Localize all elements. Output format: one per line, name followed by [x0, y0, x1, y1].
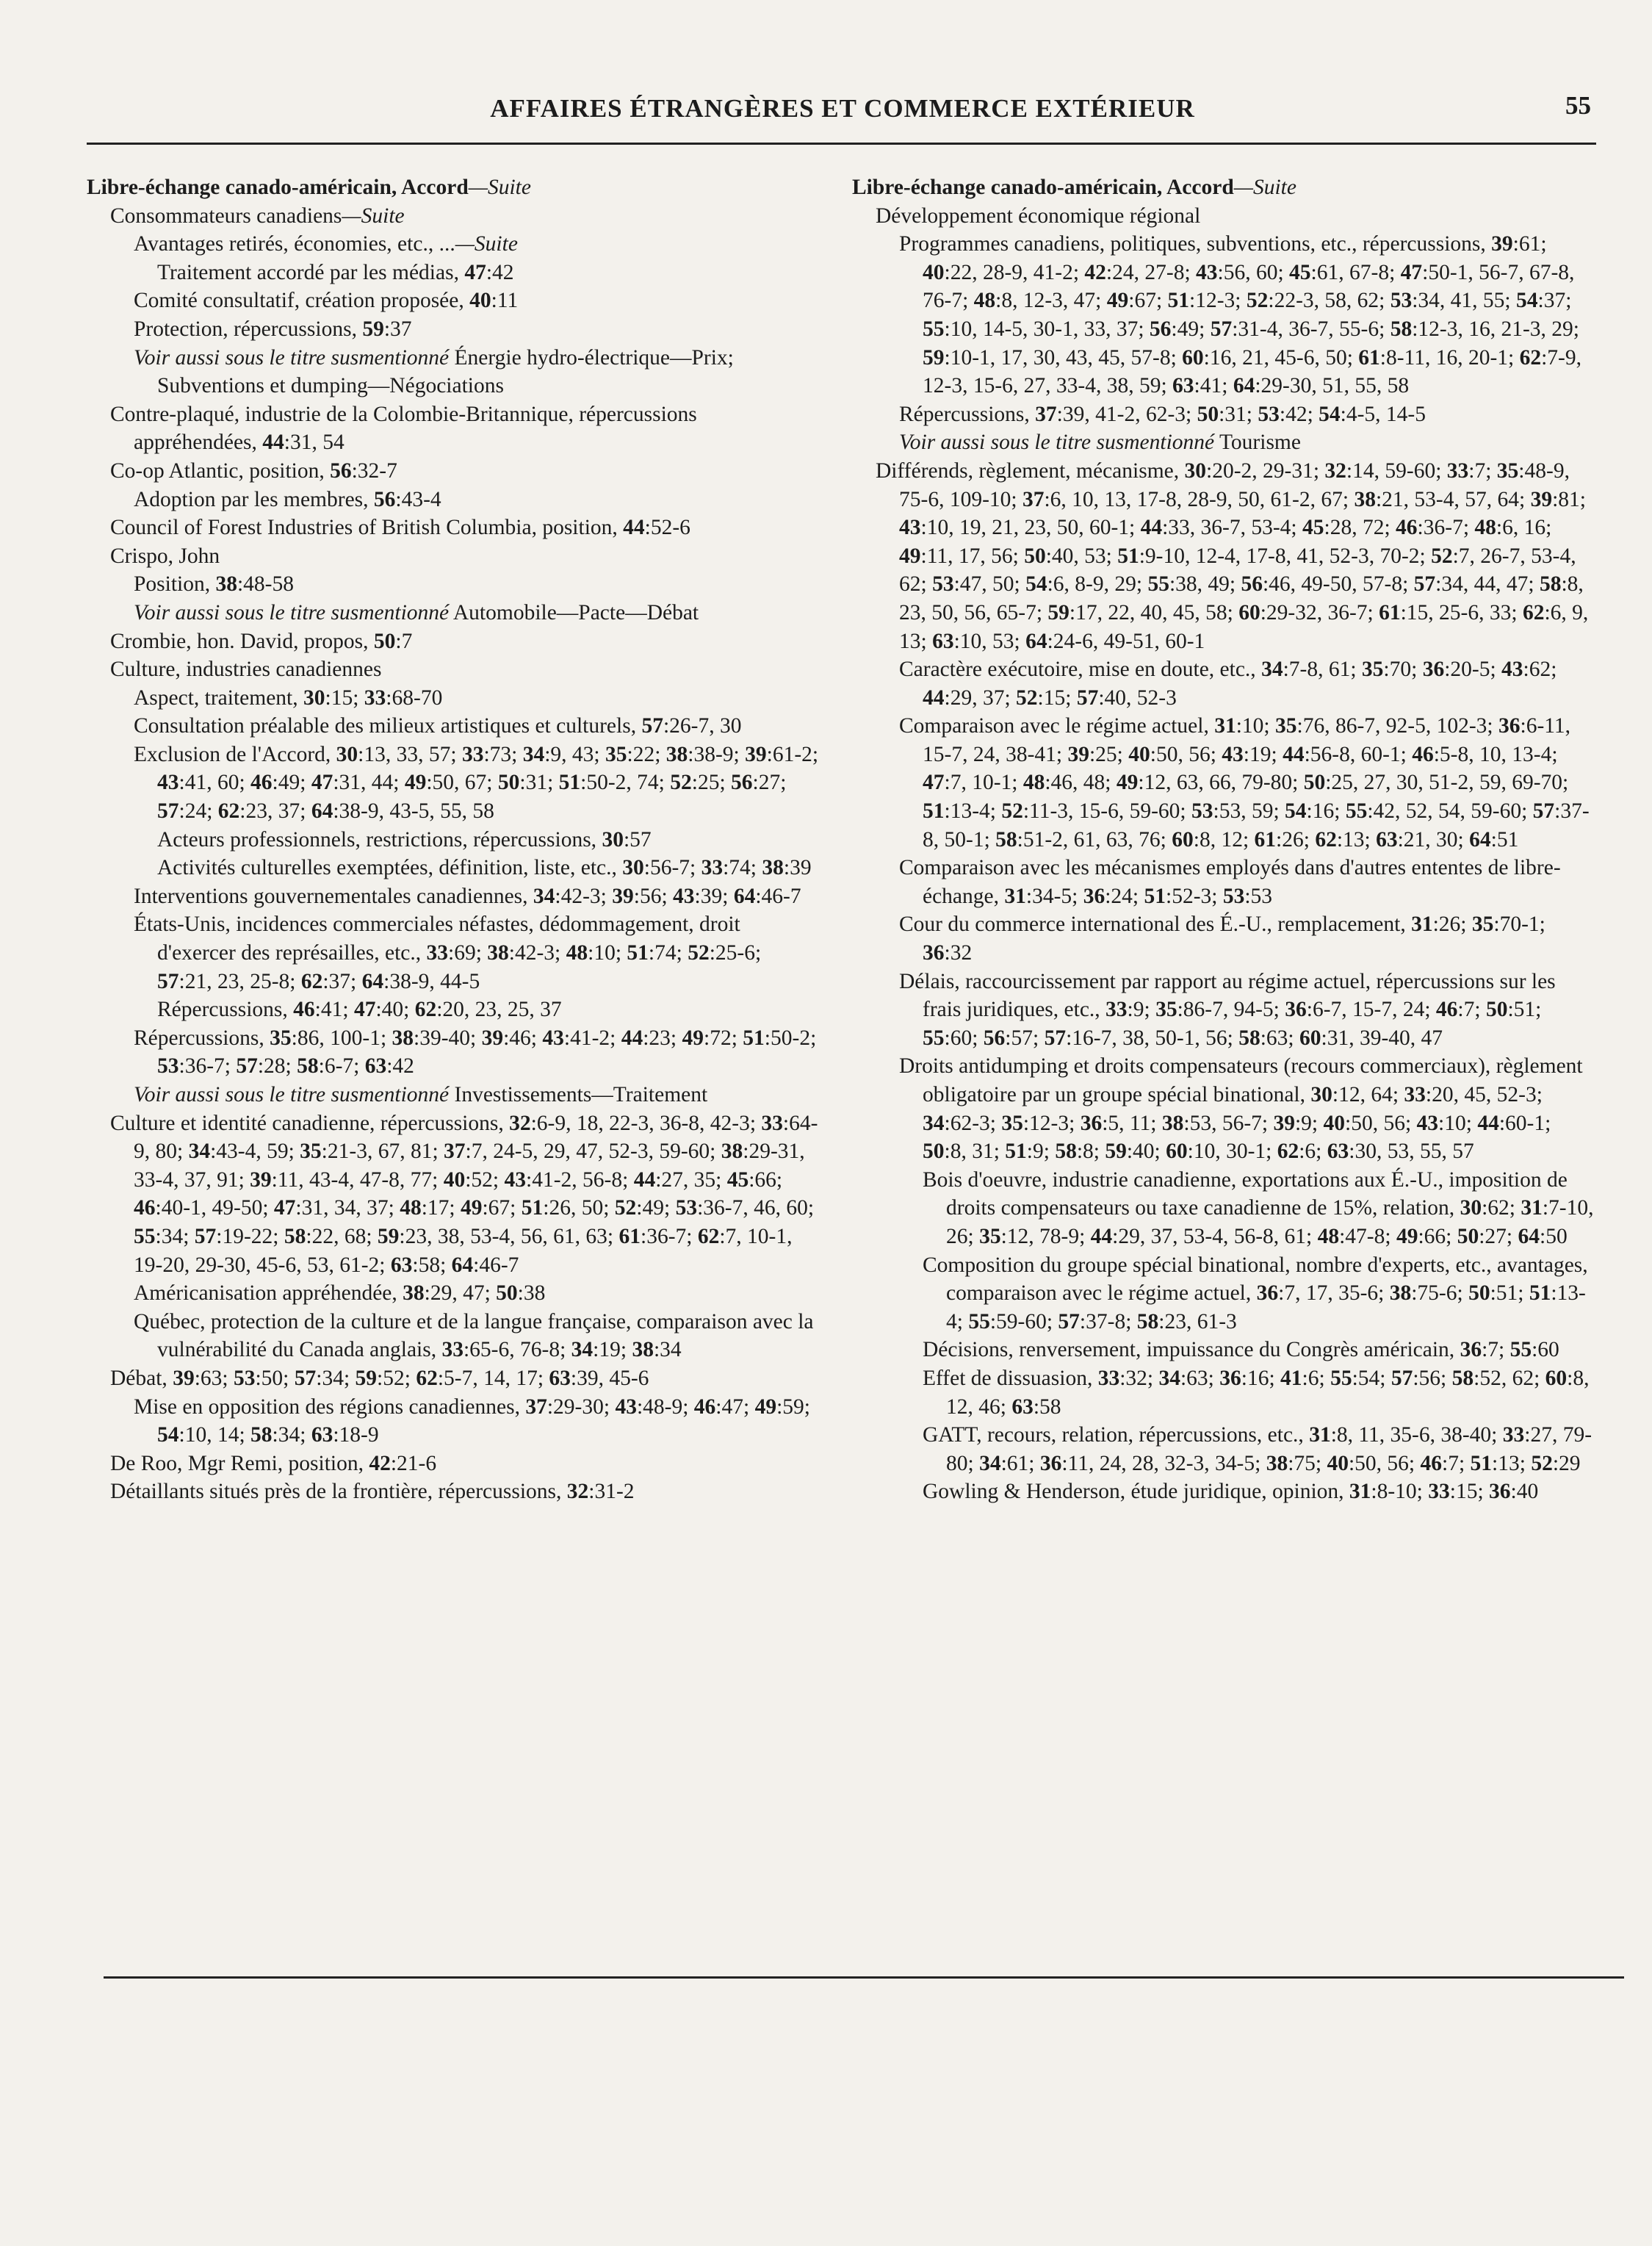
entry-text: Répercussions, [899, 402, 1036, 426]
entry-text: Américanisation appréhendée, [134, 1281, 403, 1306]
index-column-left [87, 173, 821, 1506]
entry-text: Investissements—Traitement [454, 1083, 708, 1106]
index-entry [134, 570, 821, 599]
entry-text: Crispo, John [110, 544, 220, 568]
page-references: 44:31, 54 [262, 431, 345, 455]
index-entry [134, 287, 821, 315]
page-references: 30:15; 33:68-70 [303, 685, 443, 710]
page-references: 30:62; 31:7-10, 26; 35:12, 78-9; 44:29, 37, 53-4, 56-8, 61; 48:47-8; 49:66; 50:27; 64:50 [946, 1196, 1594, 1248]
page-references: 35:86, 100-1; 38:39-40; 39:46; 43:41-2; 44:23; 49:72; 51:50-2; 53:36-7; 57:28; 58:6-7; 63:42 [157, 1026, 817, 1079]
page-references: 36:7, 17, 35-6; 38:75-6; 50:51; 51:13-4; 55:59-60; 57:37-8; 58:23, 61-3 [946, 1281, 1586, 1333]
entry-text: Tourisme [1219, 431, 1301, 455]
entry-text: Culture, industries canadiennes [110, 658, 382, 682]
entry-text: Acteurs professionnels, restrictions, répercussions, [157, 827, 602, 852]
index-entry [157, 826, 821, 854]
entry-text: Aspect, traitement, [134, 685, 304, 710]
index-entry [134, 486, 821, 514]
index-entry [876, 457, 1594, 655]
page-references: 32:31-2 [566, 1480, 635, 1504]
page-references: 31:8-10; 33:15; 36:40 [1349, 1480, 1539, 1504]
index-entry [134, 1393, 821, 1450]
page-references: 44:52-6 [623, 516, 690, 540]
index-entry [899, 1052, 1594, 1165]
index-entry [134, 1081, 821, 1109]
entry-text: Énergie hydro-électrique—Prix; Subventions et dumping—Négociations [157, 345, 734, 398]
page-references: 33:69; 38:42-3; 48:10; 51:74; 52:25-6; 57:21, 23, 25-8; 62:37; 64:38-9, 44-5 [157, 941, 762, 993]
entry-text: Différends, règlement, mécanisme, [876, 458, 1185, 483]
page-references: 42:21-6 [369, 1451, 437, 1475]
index-entry [852, 173, 1594, 202]
entry-text: Consultation préalable des milieux artistiques et culturels, [134, 714, 642, 738]
entry-text: Adoption par les membres, [134, 487, 374, 511]
index-entry [110, 655, 821, 684]
index-entry [110, 542, 821, 571]
index-entry [899, 428, 1594, 457]
entry-text: Mise en opposition des régions canadiennes, [134, 1394, 526, 1419]
page-references: 39:61; 40:22, 28-9, 41-2; 42:24, 27-8; 43:56, 60; 45:61, 67-8; 47:50-1, 56-7, 67-8, 76-7; 48:8, 12-3, 47; 49:67; 51:12-3; 52:22-3, 58, 62; 53:34, 41, 55; 54:37; 55:10, 14-5, 30-1, 33, 37; 56:49; 57:31-4, 36-7, 55-6; 58:12-3, 16, 21-3, 29; 59:10-1, 17, 30, 43, 45, 57-8; 60:16, 21, 45-6, 50; 61:8-11, 16, 20-1; 62:7-9, 12-3, 15-6, 27, 33-4, 38, 59; 63:41; 64:29-30, 51, 55, 58 [923, 232, 1581, 398]
index-entry [134, 230, 821, 259]
entry-text: Décisions, renversement, impuissance du Congrès américain, [923, 1338, 1460, 1362]
page-references: 37:29-30; 43:48-9; 46:47; 49:59; 54:10, 14; 58:34; 63:18-9 [157, 1394, 810, 1447]
index-entry [157, 259, 821, 287]
index-entry [134, 1279, 821, 1308]
page-references: 31:10; 35:76, 86-7, 92-5, 102-3; 36:6-11, 15-7, 24, 38-41; 39:25; 40:50, 56; 43:19; 44:56-8, 60-1; 46:5-8, 10, 13-4; 47:7, 10-1; 48:46, 48; 49:12, 63, 66, 79-80; 50:25, 27, 30, 51-2, 59, 69-70; 51:13-4; 52:11-3, 15-6, 59-60; 53:53, 59; 54:16; 55:42, 52, 54, 59-60; 57:37-8, 50-1; 58:51-2, 61, 63, 76; 60:8, 12; 61:26; 62:13; 63:21, 30; 64:51 [923, 714, 1590, 852]
index-entry [876, 202, 1594, 231]
entry-text: Québec, protection de la culture et de la langue française, comparaison avec la vulnérabilité du Canada anglais, [134, 1309, 814, 1362]
entry-text: Programmes canadiens, politiques, subventions, etc., répercussions, [899, 232, 1492, 256]
index-entry [923, 1166, 1594, 1251]
index-entry [899, 854, 1594, 910]
continued-suffix: —Suite [455, 232, 518, 256]
index-entry [134, 882, 821, 911]
entry-text: Répercussions, [157, 998, 294, 1022]
index-entry [134, 315, 821, 344]
entry-text: Avantages retirés, économies, etc., ... [134, 232, 455, 256]
entry-text: Effet de dissuasion, [923, 1366, 1098, 1390]
page-references: 30:12, 64; 33:20, 45, 52-3; 34:62-3; 35:12-3; 36:5, 11; 38:53, 56-7; 39:9; 40:50, 56; 43:10; 44:60-1; 50:8, 31; 51:9; 58:8; 59:40; 60:10, 30-1; 62:6; 63:30, 53, 55, 57 [923, 1083, 1551, 1164]
index-entry [134, 599, 821, 627]
page-references: 31:8, 11, 35-6, 38-40; 33:27, 79-80; 34:61; 36:11, 24, 28, 32-3, 34-5; 38:75; 40:50, 56; 46:7; 51:13; 52:29 [946, 1423, 1593, 1475]
index-entry [899, 910, 1594, 967]
entry-text: Gowling & Henderson, étude juridique, opinion, [923, 1480, 1349, 1504]
page-references: 47:42 [464, 260, 514, 284]
index-entry [134, 712, 821, 741]
index-entry [899, 655, 1594, 712]
index-entry [110, 1364, 821, 1393]
page-references: 46:41; 47:40; 62:20, 23, 25, 37 [293, 998, 562, 1022]
page-references: 30:13, 33, 57; 33:73; 34:9, 43; 35:22; 38:38-9; 39:61-2; 43:41, 60; 46:49; 47:31, 44; 49:50, 67; 50:31; 51:50-2, 74; 52:25; 56:27; 57:24; 62:23, 37; 64:38-9, 43-5, 55, 58 [157, 742, 819, 824]
page-references: 59:37 [362, 317, 412, 341]
entry-heading: Libre-échange canado-américain, Accord [87, 176, 469, 199]
entry-text: Bois d'oeuvre, industrie canadienne, exportations aux É.-U., imposition de droits compensateurs ou taxe canadienne de 15%, relation, [923, 1167, 1568, 1220]
index-entry [923, 1364, 1594, 1421]
page-references: 31:34-5; 36:24; 51:52-3; 53:53 [1004, 884, 1273, 908]
page-references: 34:42-3; 39:56; 43:39; 64:46-7 [533, 884, 801, 908]
page-references: 56:43-4 [373, 487, 441, 511]
entry-text: Droits antidumping et droits compensateurs (recours commerciaux), règlement obligatoire par un groupe spécial binational, [899, 1054, 1583, 1106]
index-entry [134, 910, 821, 996]
page-references: 36:7; 55:60 [1460, 1338, 1559, 1362]
page-references: 34:7-8, 61; 35:70; 36:20-5; 43:62; 44:29, 37; 52:15; 57:40, 52-3 [923, 658, 1557, 710]
index-entry [134, 344, 821, 400]
index-entry [157, 854, 821, 882]
page-number: 55 [1565, 91, 1591, 120]
index-entry [923, 1477, 1594, 1506]
entry-text: Caractère exécutoire, mise en doute, etc., [899, 658, 1262, 682]
index-entry [110, 1109, 821, 1280]
entry-text: Répercussions, [134, 1026, 270, 1050]
entry-text: GATT, recours, relation, répercussions, etc., [923, 1423, 1310, 1447]
entry-text: Comparaison avec les mécanismes employés dans d'autres ententes de libre-échange, [899, 856, 1561, 908]
index-entry [923, 1421, 1594, 1477]
entry-text: Contre-plaqué, industrie de la Colombie-Britannique, répercussions appréhendées, [110, 402, 697, 455]
entry-text: Comparaison avec le régime actuel, [899, 714, 1215, 738]
entry-text: De Roo, Mgr Remi, position, [110, 1451, 369, 1475]
entry-text: Culture et identité canadienne, répercussions, [110, 1111, 510, 1135]
index-column-right [852, 173, 1594, 1506]
page-references: 56:32-7 [330, 458, 397, 483]
page-references: 32:6-9, 18, 22-3, 36-8, 42-3; 33:64-9, 80; 34:43-4, 59; 35:21-3, 67, 81; 37:7, 24-5, 29, 47, 52-3, 59-60; 38:29-31, 33-4, 37, 91; 39:11, 43-4, 47-8, 77; 40:52; 43:41-2, 56-8; 44:27, 35; 45:66; 46:40-1, 49-50; 47:31, 34, 37; 48:17; 49:67; 51:26, 50; 52:49; 53:36-7, 46, 60; 55:34; 57:19-22; 58:22, 68; 59:23, 38, 53-4, 56, 61, 63; 61:36-7; 62:7, 10-1, 19-20, 29-30, 45-6, 53, 61-2; 63:58; 64:46-7 [134, 1111, 818, 1277]
entry-text: Composition du groupe spécial binational, nombre d'experts, etc., avantages, comparaison avec le régime actuel, [923, 1253, 1588, 1306]
index-entry [923, 1336, 1594, 1364]
entry-text: Consommateurs canadiens [110, 204, 342, 228]
page-references: 50:7 [373, 629, 413, 653]
index-entry [110, 457, 821, 486]
index-entry [899, 400, 1594, 429]
entry-text: Crombie, hon. David, propos, [110, 629, 374, 653]
entry-text: Débat, [110, 1366, 173, 1390]
see-also-label: Voir aussi sous le titre susmentionné [134, 345, 450, 370]
entry-text: Activités culturelles exemptées, définition, liste, etc., [157, 856, 623, 880]
index-entry [110, 514, 821, 542]
index-entry [923, 1251, 1594, 1336]
index-entry [157, 996, 821, 1024]
page-references: 33:32; 34:63; 36:16; 41:6; 55:54; 57:56; 58:52, 62; 60:8, 12, 46; 63:58 [946, 1366, 1590, 1419]
see-also-label: Voir aussi sous le titre susmentionné [134, 600, 450, 625]
see-also-label: Voir aussi sous le titre susmentionné [134, 1083, 450, 1106]
entry-text: Protection, répercussions, [134, 317, 363, 341]
index-entry [899, 712, 1594, 854]
entry-heading: Libre-échange canado-américain, Accord [852, 176, 1234, 199]
entry-text: Délais, raccourcissement par rapport au régime actuel, répercussions sur les frais juridiques, etc., [899, 969, 1556, 1022]
entry-text: Détaillants situés près de la frontière, répercussions, [110, 1480, 567, 1504]
continued-suffix: —Suite [342, 204, 405, 228]
index-entry [134, 684, 821, 713]
page-references: 33:9; 35:86-7, 94-5; 36:6-7, 15-7, 24; 46:7; 50:51; 55:60; 56:57; 57:16-7, 38, 50-1, 56; 58:63; 60:31, 39-40, 47 [923, 998, 1542, 1050]
entry-text: États-Unis, incidences commerciales néfastes, dédommagement, droit d'exercer des représailles, etc., [134, 913, 740, 965]
page-references: 30:57 [602, 827, 652, 852]
entry-text: Council of Forest Industries of British Columbia, position, [110, 516, 624, 540]
page-references: 38:48-58 [215, 572, 295, 597]
see-also-label: Voir aussi sous le titre susmentionné [899, 431, 1215, 455]
index-entry [87, 173, 821, 202]
index-entry [110, 400, 821, 457]
page-references: 33:65-6, 76-8; 34:19; 38:34 [441, 1338, 682, 1362]
page-references: 30:20-2, 29-31; 32:14, 59-60; 33:7; 35:48-9, 75-6, 109-10; 37:6, 10, 13, 17-8, 28-9, 50, 61-2, 67; 38:21, 53-4, 57, 64; 39:81; 43:10, 19, 21, 23, 50, 60-1; 44:33, 36-7, 53-4; 45:28, 72; 46:36-7; 48:6, 16; 49:11, 17, 56; 50:40, 53; 51:9-10, 12-4, 17-8, 41, 52-3, 70-2; 52:7, 26-7, 53-4, 62; 53:47, 50; 54:6, 8-9, 29; 55:38, 49; 56:46, 49-50, 57-8; 57:34, 44, 47; 58:8, 23, 50, 56, 65-7; 59:17, 22, 40, 45, 58; 60:29-32, 36-7; 61:15, 25-6, 33; 62:6, 9, 13; 63:10, 53; 64:24-6, 49-51, 60-1 [899, 458, 1589, 653]
index-entry [110, 202, 821, 231]
continued-suffix: —Suite [468, 176, 531, 199]
entry-text: Traitement accordé par les médias, [157, 260, 465, 284]
running-header [87, 88, 1598, 145]
page-references: 39:63; 53:50; 57:34; 59:52; 62:5-7, 14, 17; 63:39, 45-6 [173, 1366, 649, 1390]
entry-text: Exclusion de l'Accord, [134, 742, 336, 766]
index-entry [899, 230, 1594, 400]
entry-text: Automobile—Pacte—Débat [452, 600, 699, 625]
index-entry [899, 968, 1594, 1053]
page-header-title: AFFAIRES ÉTRANGÈRES ET COMMERCE EXTÉRIEUR [490, 94, 1195, 123]
index-entry [134, 741, 821, 826]
page-references: 57:26-7, 30 [641, 714, 742, 738]
index-entry [134, 1024, 821, 1081]
page-references: 37:39, 41-2, 62-3; 50:31; 53:42; 54:4-5, 14-5 [1035, 402, 1426, 426]
page-references: 30:56-7; 33:74; 38:39 [622, 856, 812, 880]
index-entry [110, 627, 821, 656]
index-entry [110, 1450, 821, 1478]
entry-text: Position, [134, 572, 216, 597]
header-rule [87, 143, 1596, 145]
page-references: 31:26; 35:70-1; 36:32 [923, 913, 1545, 965]
page-references: 38:29, 47; 50:38 [403, 1281, 546, 1306]
footer-rule [104, 1976, 1624, 1979]
page-references: 40:11 [469, 289, 519, 313]
entry-text: Cour du commerce international des É.-U., remplacement, [899, 913, 1412, 937]
entry-text: Comité consultatif, création proposée, [134, 289, 470, 313]
entry-text: Co-op Atlantic, position, [110, 458, 331, 483]
entry-text: Développement économique régional [876, 204, 1201, 228]
index-entry [134, 1308, 821, 1364]
entry-text: Interventions gouvernementales canadiennes, [134, 884, 533, 908]
index-entry [110, 1477, 821, 1506]
continued-suffix: —Suite [1233, 176, 1296, 199]
